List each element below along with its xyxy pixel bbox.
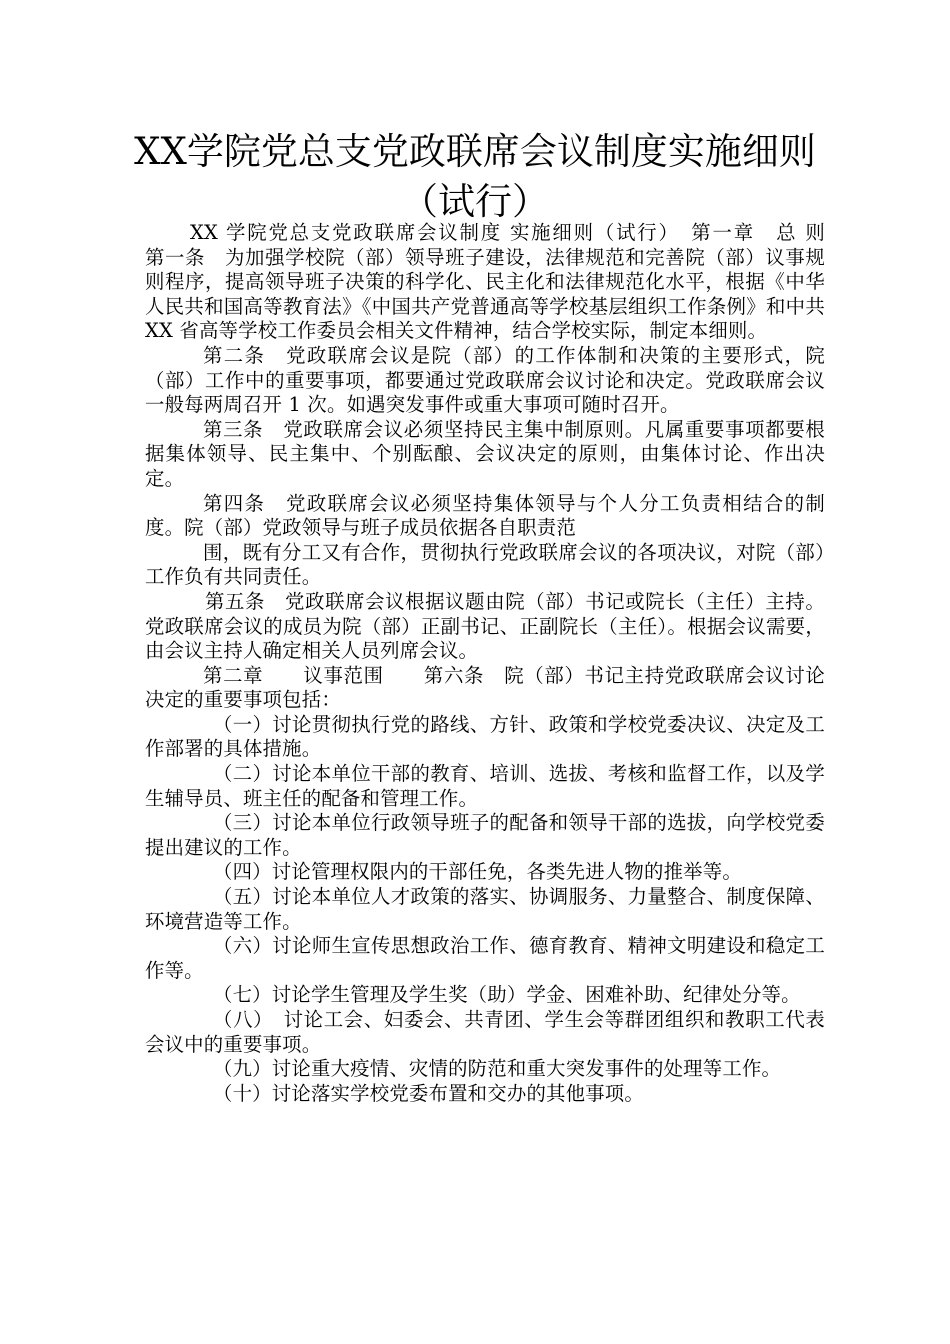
list-item-9: （九）讨论重大疫情、灾情的防范和重大突发事件的处理等工作。 — [213, 1057, 782, 1081]
paragraph-article-five: 第五条 党政联席会议根据议题由院（部）书记或院长（主任）主持。党政联席会议的成员为院（部）正副书记、正副院长（主任）。根据会议需要，由会议主持人确定相关人员列席会议。 — [145, 589, 825, 663]
paragraph-chapter-two-article-six: 第二章 议事范围 第六条 院（部）书记主持党政联席会议讨论决定的重要事项包括： — [145, 663, 825, 712]
paragraph-article-four: 第四条 党政联席会议必须坚持集体领导与个人分工负责相结合的制度。院（部）党政领导与班子成员依据各自职责范 — [145, 491, 825, 540]
list-item-3: （三）讨论本单位行政领导班子的配备和领导干部的选拔，向学校党委提出建议的工作。 — [145, 811, 825, 859]
document-title: XX学院党总支党政联席会议制度实施细则 — [134, 130, 816, 173]
list-item-6: （六）讨论师生宣传思想政治工作、德育教育、精神文明建设和稳定工作等。 — [145, 934, 825, 982]
paragraph-article-two: 第二条 党政联席会议是院（部）的工作体制和决策的主要形式，院（部）工作中的重要事项，都要通过党政联席会议讨论和决定。党政联席会议一般每两周召开 1 次。如遇突发事件或重大事项可随时召开。 — [145, 343, 825, 417]
paragraph-article-three: 第三条 党政联席会议必须坚持民主集中制原则。凡属重要事项都要根据集体领导、民主集中、个别酝酿、会议决定的原则，由集体讨论、作出决定。 — [145, 417, 825, 490]
list-item-4: （四）讨论管理权限内的干部任免，各类先进人物的推举等。 — [213, 860, 742, 884]
list-item-1: （一）讨论贯彻执行党的路线、方针、政策和学校党委决议、决定及工作部署的具体措施。 — [145, 712, 825, 761]
list-item-7: （七）讨论学生管理及学生奖（助）学金、困难补助、纪律处分等。 — [213, 983, 801, 1007]
list-item-8: （八） 讨论工会、妇委会、共青团、学生会等群团组织和教职工代表会议中的重要事项。 — [145, 1008, 825, 1056]
document-subtitle: （试行） — [401, 180, 549, 223]
document-body — [145, 221, 865, 1106]
paragraph-chapter-one-article-one: XX 学院党总支党政联席会议制度 实施细则（试行） 第一章 总 则 第一条 为加强学校院（部）领导班子建设，法律规范和完善院（部）议事规则程序，提高领导班子决策的科学化、民主化和法律规范化水平，根据《中华人民共和国高等教育法》《中国共产党普通高等学校基层组织工作条例》和中共 XX 省高等学校工作委员会相关文件精神，结合学校实际，制定本细则。 — [145, 221, 865, 343]
list-item-2: （二）讨论本单位干部的教育、培训、选拔、考核和监督工作，以及学生辅导员、班主任的配备和管理工作。 — [145, 762, 825, 810]
paragraph-article-four-continued: 围，既有分工又有合作，贯彻执行党政联席会议的各项决议，对院（部）工作负有共同责任。 — [145, 540, 825, 589]
list-item-5: （五）讨论本单位人才政策的落实、协调服务、力量整合、制度保障、环境营造等工作。 — [145, 885, 825, 933]
list-item-10: （十）讨论落实学校党委布置和交办的其他事项。 — [213, 1081, 644, 1105]
